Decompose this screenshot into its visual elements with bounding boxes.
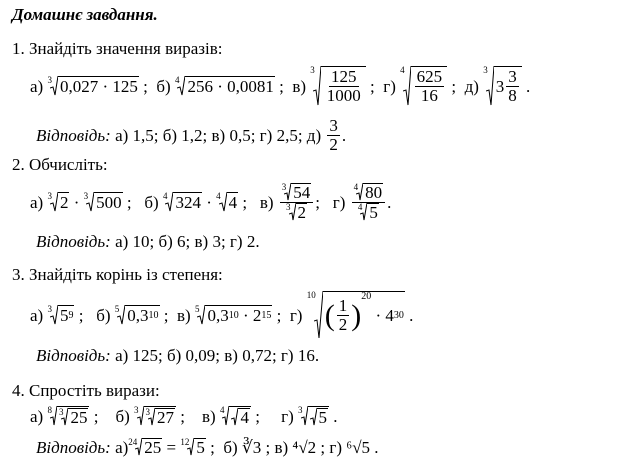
task-4-expressions: а) 8 3 25 ; б) 3 3 27 ; в) 4 4 ; г) 3 5 . (30, 405, 338, 427)
task-1-answer: Відповідь: а) 1,5; б) 1,2; в) 0,5; г) 2,5; д) $\frac{3}{2}$ . (36, 115, 347, 154)
task-4-answer: Відповідь: а) 24 25 = 12 5 ; б) ∛3 ; в) ⁴√2 ; г) ⁶√5 . (36, 437, 379, 457)
task-2-answer: Відповідь: а) 10; б) 6; в) 3; г) 2. (36, 232, 260, 251)
task-1-heading: 1. Знайдіть значення виразів: (12, 39, 223, 58)
task-4-heading: 4. Спростіть вирази: (12, 381, 160, 400)
radical: 3 3 $\frac{3}{8}$ (483, 66, 522, 106)
task-2-expressions: а) 3 2 · 3 500 ; б) 4 324 · 4 4 ; в) 3 54 3 2 ; г) 4 80 4 5 . (30, 181, 392, 223)
radical: 4 256 · 0,0081 (174, 75, 274, 96)
task-3-answer: Відповідь: а) 125; б) 0,09; в) 0,72; г) 16. (36, 346, 320, 365)
task-3-expressions: а) 3 5 9 ; б) 5 0,3 10 ; в) 5 0,3 10 · 2 15 ; г) 10 ( $\frac{1}{2}$ ) $^{20}$ · 4 30 . (30, 290, 413, 340)
task-3-heading: 3. Знайдіть корінь із степеня: (12, 265, 223, 284)
radical: 4 $\frac{625}{16}$ (400, 66, 447, 106)
radical: 3 0,027 · 125 (47, 75, 138, 96)
radical: 3 $\frac{125}{1000}$ (310, 66, 366, 106)
task-2-heading: 2. Обчисліть: (12, 155, 108, 174)
task-1-expressions: а) 3 0,027 · 125 ; б) 4 256 · 0,0081 ; в) 3 $\frac{125}{1000}$ ; г) 4 $\frac{625}{16}$ ; д) 3 3 $\frac{3}{8}$ . (30, 65, 531, 105)
page-title: Домашнє завдання. (12, 5, 158, 24)
